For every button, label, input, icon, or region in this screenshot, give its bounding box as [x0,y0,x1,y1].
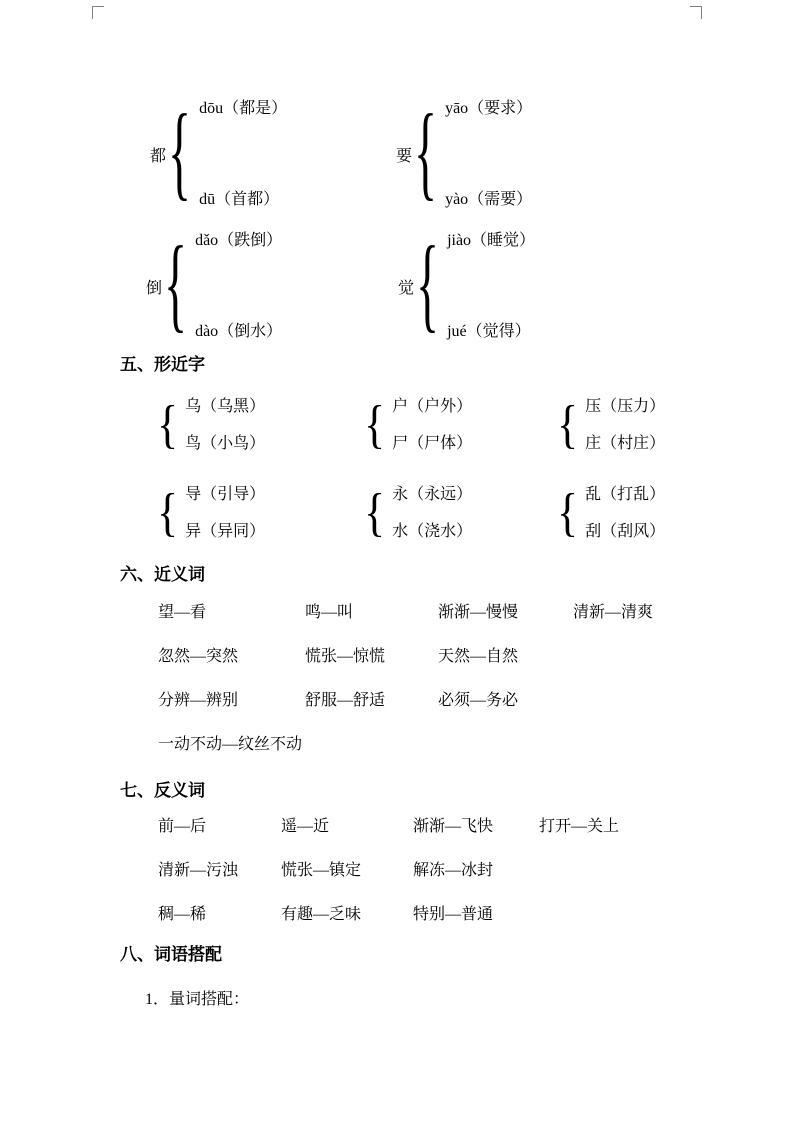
antonym-pair: 有趣—乏味 [281,906,362,923]
similar-char-item: 尸（尸体） [392,435,473,452]
section-heading-synonyms: 六、近义词 [120,565,205,584]
polyphone-readings [445,98,532,210]
polyphone-group [146,226,283,344]
antonym-pair: 慌张—镇定 [281,862,362,879]
synonym-pair: 天然—自然 [438,648,519,665]
synonym-pair: 分辨—辨别 [158,692,239,709]
similar-char-item: 异（异同） [185,523,266,540]
polyphone-reading: dōu（都是） [199,100,288,117]
similar-char-group [555,396,665,454]
similar-char-group [155,396,265,454]
synonym-pair: 忽然—突然 [158,648,239,665]
similar-char-group [362,396,472,454]
page-margin-mark-left [92,6,104,19]
left-brace-icon: { [364,483,386,542]
similar-char-item: 导（引导） [185,486,266,503]
polyphone-readings [195,230,282,342]
similar-char-group [555,484,665,542]
left-brace-icon: { [157,395,179,454]
similar-char-group [155,484,265,542]
synonym-pair: 鸣—叫 [305,604,354,621]
antonym-pair: 打开—关上 [539,818,620,835]
synonym-pair: 必须—务必 [438,692,519,709]
polyphone-reading: jiào（睡觉） [447,232,536,249]
synonym-pair: 清新—清爽 [573,604,654,621]
polyphone-group [396,94,533,212]
antonym-pair: 特别—普通 [413,906,494,923]
similar-char-item: 乌（乌黑） [185,398,266,415]
synonym-pair: 舒服—舒适 [305,692,386,709]
page-margin-mark-right [690,6,702,19]
section-heading-antonyms: 七、反义词 [120,781,205,800]
antonym-pair: 清新—污浊 [158,862,239,879]
polyphone-reading: jué（觉得） [447,323,531,340]
synonym-pair: 一动不动—纹丝不动 [158,736,303,753]
left-brace-icon: { [557,395,579,454]
section-heading-collocations: 八、词语搭配 [120,945,222,964]
similar-char-item: 永（永远） [392,486,473,503]
antonym-pair: 渐渐—飞快 [413,818,494,835]
left-brace-icon: { [416,226,440,344]
polyphone-reading: yāo（要求） [445,100,533,117]
antonym-pair: 稠—稀 [158,906,207,923]
synonym-pair: 渐渐—慢慢 [438,604,519,621]
similar-char-group [362,484,472,542]
antonym-pair: 解冻—冰封 [413,862,494,879]
similar-char-lines [392,484,472,542]
similar-char-item: 水（浇水） [392,523,473,540]
polyphone-character: 要 [396,147,413,165]
similar-char-item: 压（压力） [585,398,666,415]
polyphone-character: 觉 [398,279,415,297]
synonym-pair: 慌张—惊慌 [305,648,386,665]
polyphone-readings [447,230,535,342]
similar-char-lines [392,396,472,454]
polyphone-readings [199,98,287,210]
polyphone-reading: dào（倒水） [195,323,283,340]
similar-char-item: 鸟（小鸟） [185,435,266,452]
collocation-subitem: 1．量词搭配： [145,991,250,1008]
left-brace-icon: { [414,94,438,212]
similar-char-item: 乱（打乱） [585,486,666,503]
left-brace-icon: { [557,483,579,542]
similar-char-lines [185,484,265,542]
similar-char-item: 庄（村庄） [585,435,666,452]
polyphone-group [398,226,536,344]
similar-char-item: 户（户外） [392,398,473,415]
synonym-pair: 望—看 [158,604,207,621]
polyphone-reading: yào（需要） [445,191,533,208]
similar-char-lines [185,396,265,454]
left-brace-icon: { [364,395,386,454]
polyphone-reading: dǎo（跌倒） [195,232,283,249]
left-brace-icon: { [164,226,188,344]
polyphone-reading: dū（首都） [199,191,280,208]
similar-char-lines [585,396,665,454]
left-brace-icon: { [157,483,179,542]
section-heading-similar-characters: 五、形近字 [120,355,205,374]
antonym-pair: 前—后 [158,818,207,835]
polyphone-character: 倒 [146,279,163,297]
polyphone-group [150,94,288,212]
antonym-pair: 遥—近 [281,818,330,835]
similar-char-lines [585,484,665,542]
left-brace-icon: { [168,94,192,212]
similar-char-item: 刮（刮风） [585,523,666,540]
polyphone-character: 都 [150,147,167,165]
